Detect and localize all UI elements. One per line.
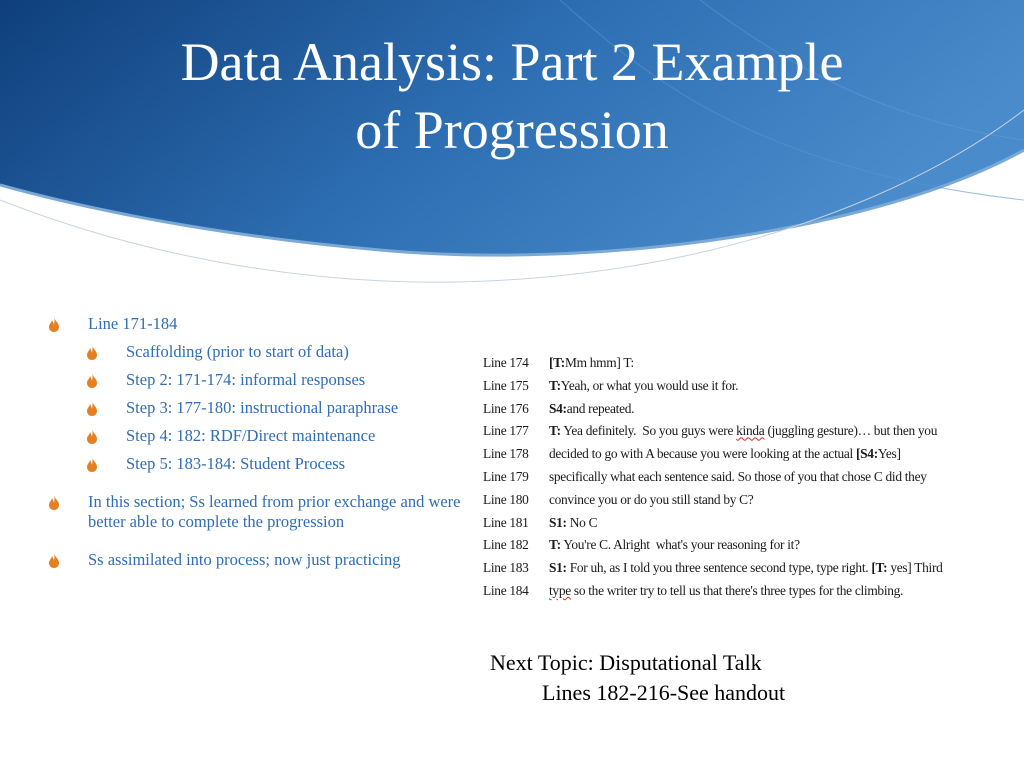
- sub-bullet-item: Step 5: 183-184: Student Process: [86, 454, 468, 474]
- transcript-row: [483, 512, 1013, 535]
- speaker: T:: [549, 537, 561, 553]
- bullet-list: [48, 314, 468, 578]
- speaker: S1:: [549, 514, 567, 530]
- flame-icon: [86, 345, 98, 360]
- line-number: Line 182: [483, 537, 529, 553]
- bullet-item: Line 171-184: [48, 314, 468, 334]
- utterance: You're C. Alright what's your reasoning for it?: [560, 537, 800, 553]
- line-number: Line 175: [483, 377, 529, 393]
- transcript-row: [483, 466, 1013, 489]
- sub-bullet-item: Step 4: 182: RDF/Direct maintenance: [86, 426, 468, 446]
- line-number: Line 178: [483, 446, 529, 462]
- transcript-row: [483, 580, 1013, 603]
- line-number: Line 177: [483, 423, 529, 439]
- title-line-2: of Progression: [355, 100, 669, 160]
- bullet-item: In this section; Ss learned from prior exchange and were better able to complete the progression: [48, 492, 468, 532]
- bullet-item: Ss assimilated into process; now just practicing: [48, 550, 468, 570]
- speaker: [T:: [549, 355, 565, 370]
- line-number: Line 181: [483, 514, 529, 530]
- flame-icon: [48, 495, 60, 510]
- transcript-row: [483, 534, 1013, 557]
- utterance: specifically what each sentence said. So those of you that chose C did they: [549, 468, 927, 484]
- sub-bullet-item: Step 3: 177-180: instructional paraphrase: [86, 398, 468, 418]
- transcript-excerpt: [483, 352, 1013, 603]
- utterance: Mm hmm] T:: [564, 355, 634, 370]
- utterance: convince you or do you still stand by C?: [549, 491, 754, 507]
- speaker: S1:: [549, 560, 567, 576]
- utterance: For uh, as I told you three sentence second type, type right.: [566, 560, 872, 576]
- utterance: Yea definitely. So you guys were: [560, 423, 737, 439]
- sub-bullet-item: Step 2: 171-174: informal responses: [86, 370, 468, 390]
- flame-icon: [86, 373, 98, 388]
- title-line-1: Data Analysis: Part 2 Example: [180, 32, 844, 92]
- transcript-row: [483, 443, 1013, 466]
- flame-icon: [86, 429, 98, 444]
- misspelled-word: type: [549, 582, 571, 598]
- next-topic-line-1: Next Topic: Disputational Talk: [490, 650, 762, 675]
- speaker: [T:: [871, 560, 888, 576]
- line-number: Line 179: [483, 468, 529, 484]
- utterance: so the writer try to tell us that there's three types for the climbing.: [570, 582, 904, 598]
- slide-title: [40, 28, 984, 164]
- line-number: Line 176: [483, 400, 529, 416]
- transcript-row: [483, 557, 1013, 580]
- utterance: No C: [566, 514, 598, 530]
- utterance-continued: (juggling gesture)… but then you: [764, 423, 938, 439]
- transcript-row: [483, 398, 1013, 421]
- transcript-row: [483, 375, 1013, 398]
- misspelled-word: kinda: [736, 423, 765, 439]
- line-number: Line 180: [483, 491, 529, 507]
- flame-icon: [86, 457, 98, 472]
- flame-icon: [48, 553, 60, 568]
- line-number: Line 183: [483, 560, 529, 576]
- line-number: Line 174: [483, 355, 529, 370]
- next-topic: [490, 648, 785, 708]
- utterance: and repeated.: [566, 400, 635, 416]
- flame-icon: [48, 317, 60, 332]
- next-topic-line-2: Lines 182-216-See handout: [542, 680, 786, 705]
- speaker: S4:: [549, 400, 567, 416]
- utterance: Yeah, or what you would use it for.: [560, 377, 739, 393]
- line-number: Line 184: [483, 582, 529, 598]
- speaker: [S4:: [856, 446, 878, 462]
- transcript-row: [483, 352, 1013, 375]
- speaker: T:: [549, 423, 561, 439]
- utterance-continued: Yes]: [877, 446, 901, 462]
- utterance-continued: yes] Third: [887, 560, 943, 576]
- transcript-row: [483, 489, 1013, 512]
- flame-icon: [86, 401, 98, 416]
- sub-bullet-item: Scaffolding (prior to start of data): [86, 342, 468, 362]
- utterance: decided to go with A because you were looking at the actual: [549, 446, 856, 462]
- transcript-row: [483, 420, 1013, 443]
- speaker: T:: [549, 377, 561, 393]
